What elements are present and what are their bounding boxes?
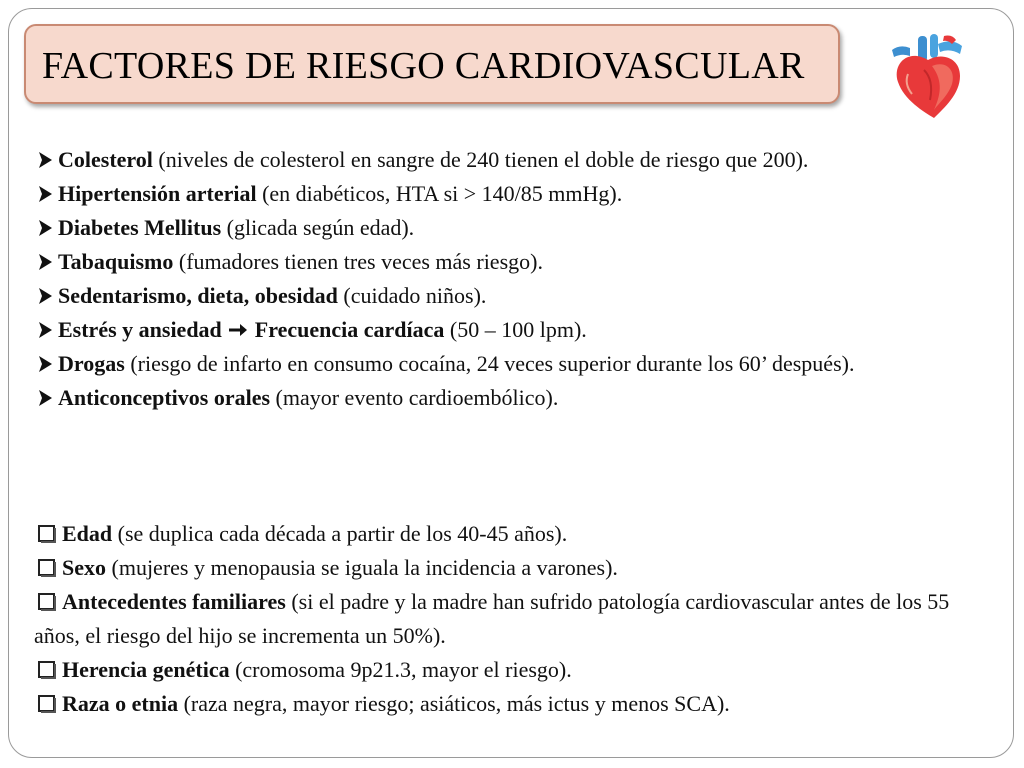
arrow-bullet-icon: [34, 143, 58, 177]
arrow-bullet-icon: [34, 381, 58, 415]
right-arrow-icon: [227, 321, 249, 339]
list-item: [34, 517, 994, 551]
risk-term: Colesterol: [58, 147, 153, 172]
risk-detail: (glicada según edad).: [221, 215, 415, 240]
risk-detail: (fumadores tienen tres veces más riesgo).: [173, 249, 543, 274]
list-item: [34, 687, 994, 721]
risk-term: Anticonceptivos orales: [58, 385, 271, 410]
list-item: [34, 347, 994, 381]
page-title: FACTORES DE RIESGO CARDIOVASCULAR: [42, 45, 805, 87]
arrow-bullet-icon: [34, 279, 58, 313]
risk-term: Estrés y ansiedad: [58, 317, 222, 342]
checkbox-bullet-icon: [34, 653, 62, 687]
risk-detail: (riesgo de infarto en consumo cocaína, 24 veces superior durante los 60’ después).: [124, 351, 855, 376]
risk-term: Edad: [62, 521, 113, 546]
risk-detail: (raza negra, mayor riesgo; asiáticos, más ictus y menos SCA).: [178, 691, 730, 716]
list-item: [34, 551, 994, 585]
list-item: [34, 279, 994, 313]
risk-term: Drogas: [58, 351, 125, 376]
heart-icon: [888, 30, 968, 120]
arrow-bullet-icon: [34, 245, 58, 279]
risk-detail: (cuidado niños).: [337, 283, 487, 308]
list-item: [34, 585, 994, 653]
risk-term: Sexo: [62, 555, 106, 580]
title-box: [24, 24, 840, 104]
risk-detail: (en diabéticos, HTA si > 140/85 mmHg).: [256, 181, 623, 206]
risk-term: Diabetes Mellitus: [58, 215, 222, 240]
risk-term: Sedentarismo, dieta, obesidad: [58, 283, 338, 308]
arrow-bullet-icon: [34, 347, 58, 381]
risk-term: Tabaquismo: [58, 249, 174, 274]
non-modifiable-risk-list: [34, 517, 994, 721]
arrow-bullet-icon: [34, 211, 58, 245]
checkbox-bullet-icon: [34, 585, 62, 619]
checkbox-bullet-icon: [34, 517, 62, 551]
risk-detail: (mujeres y menopausia se iguala la incidencia a varones).: [106, 555, 618, 580]
modifiable-risk-list: [34, 143, 994, 415]
risk-detail: (cromosoma 9p21.3, mayor el riesgo).: [229, 657, 572, 682]
risk-detail: (se duplica cada década a partir de los 40-45 años).: [112, 521, 568, 546]
risk-detail: (si el padre y la madre han sufrido patología cardiovascular antes de los 55 años, el riesgo del hijo se incrementa un 50%).: [34, 589, 950, 648]
risk-term: Hipertensión arterial: [58, 181, 257, 206]
list-item: [34, 211, 994, 245]
risk-term: Frecuencia cardíaca: [254, 317, 445, 342]
list-item: [34, 313, 994, 347]
risk-detail: (mayor evento cardioembólico).: [270, 385, 559, 410]
arrow-bullet-icon: [34, 177, 58, 211]
checkbox-bullet-icon: [34, 551, 62, 585]
list-item: [34, 245, 994, 279]
list-item: [34, 653, 994, 687]
risk-detail: (niveles de colesterol en sangre de 240 tienen el doble de riesgo que 200).: [152, 147, 809, 172]
risk-term: Raza o etnia: [62, 691, 179, 716]
list-item: [34, 177, 994, 211]
list-item: [34, 143, 994, 177]
risk-detail: (50 – 100 lpm).: [444, 317, 587, 342]
risk-term: Antecedentes familiares: [62, 589, 286, 614]
arrow-bullet-icon: [34, 313, 58, 347]
list-item: [34, 381, 994, 415]
checkbox-bullet-icon: [34, 687, 62, 721]
risk-term: Herencia genética: [62, 657, 230, 682]
